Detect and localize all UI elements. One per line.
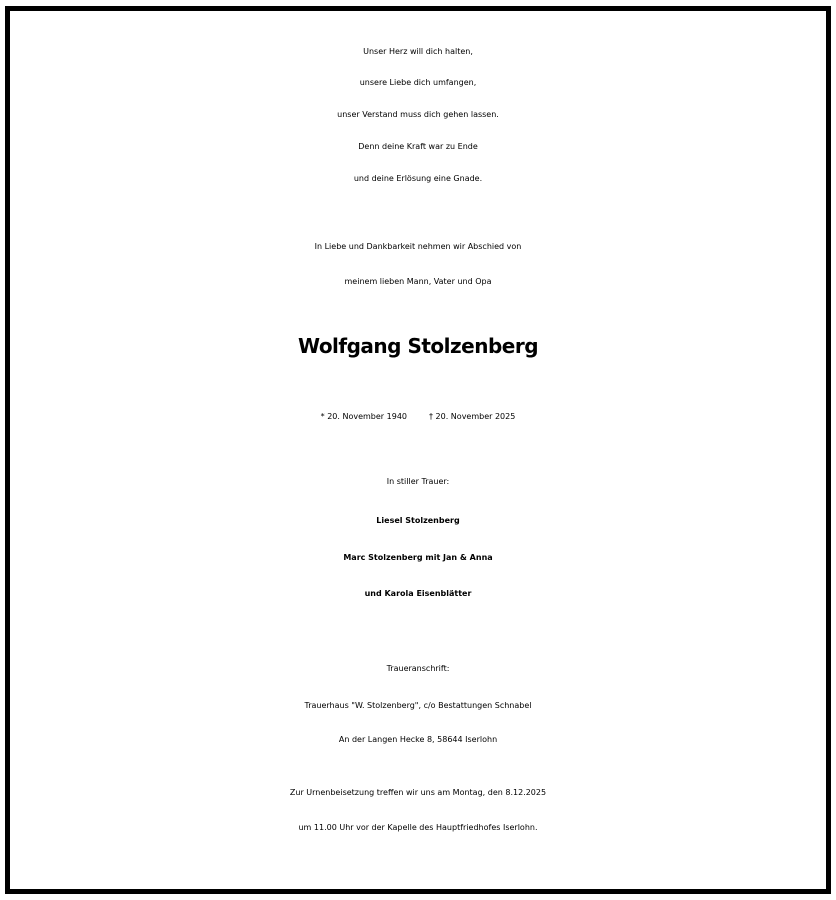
intro-line: In Liebe und Dankbarkeit nehmen wir Abschied von	[314, 242, 522, 251]
poem-line: und deine Erlösung eine Gnade.	[353, 174, 483, 183]
death-date: † 20. November 2025	[429, 412, 516, 421]
poem-line: unsere Liebe dich umfangen,	[359, 78, 477, 87]
address-line: An der Langen Hecke 8, 58644 Iserlohn	[338, 735, 498, 744]
mourner-name: Marc Stolzenberg mit Jan & Anna	[343, 553, 493, 562]
deceased-name: Wolfgang Stolzenberg	[297, 334, 539, 358]
address-line: Trauerhaus "W. Stolzenberg", c/o Bestattungen Schnabel	[304, 701, 532, 710]
mourner-name: Liesel Stolzenberg	[376, 516, 460, 525]
intro-line: meinem lieben Mann, Vater und Opa	[344, 277, 492, 286]
burial-info-line: Zur Urnenbeisetzung treffen wir uns am Montag, den 8.12.2025	[289, 788, 547, 797]
obituary-frame	[5, 6, 831, 894]
mourning-heading: In stiller Trauer:	[386, 477, 450, 486]
burial-info-line: um 11.00 Uhr vor der Kapelle des Hauptfriedhofes Iserlohn.	[298, 823, 538, 832]
mourner-name: und Karola Eisenblätter	[364, 589, 472, 598]
address-heading: Traueranschrift:	[386, 664, 450, 673]
birth-date: * 20. November 1940	[320, 412, 407, 421]
poem-line: Unser Herz will dich halten,	[363, 47, 473, 56]
poem-line: Denn deine Kraft war zu Ende	[358, 142, 478, 151]
poem-line: unser Verstand muss dich gehen lassen.	[337, 110, 499, 119]
life-dates	[10, 412, 826, 421]
